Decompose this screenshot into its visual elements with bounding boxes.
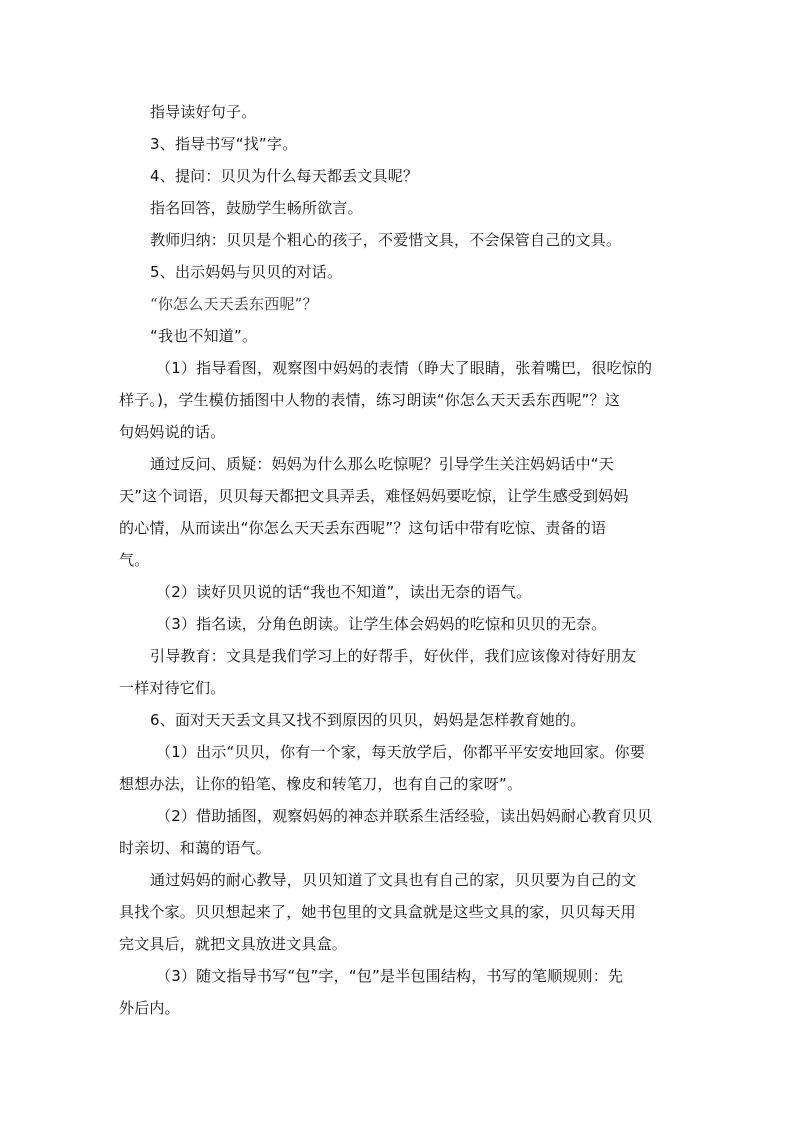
text-line: 句妈妈说的话。	[119, 423, 226, 441]
text-line: 5、出示妈妈与贝贝的对话。	[150, 263, 343, 281]
text-line: 的心情，从而读出“你怎么天天丢东西呢”？这句话中带有吃惊、责备的语	[119, 519, 607, 537]
text-line: （3）随文指导书写“包”字，“包”是半包围结构，书写的笔顺规则：先	[156, 967, 624, 985]
text-line: 一样对待它们。	[119, 679, 226, 697]
text-line: （3）指名读，分角色朗读。让学生体会妈妈的吃惊和贝贝的无奈。	[156, 615, 607, 633]
text-line: 天”这个词语，贝贝每天都把文具弄丢，难怪妈妈要吃惊，让学生感受到妈妈	[119, 487, 629, 505]
text-line: 通过反问、质疑：妈妈为什么那么吃惊呢？引导学生关注妈妈话中“天	[150, 455, 614, 473]
text-line: 完文具后，就把文具放进文具盒。	[119, 935, 348, 953]
text-line: 指名回答，鼓励学生畅所欲言。	[150, 199, 363, 217]
text-line: 通过妈妈的耐心教导，贝贝知道了文具也有自己的家，贝贝要为自己的文	[150, 871, 637, 889]
document-body	[119, 96, 679, 1024]
text-line: （1）指导看图，观察图中妈妈的表情（睁大了眼睛，张着嘴巴，很吃惊的	[156, 359, 653, 377]
text-line: 时亲切、和蔼的语气。	[119, 839, 272, 857]
text-line: （2）借助插图，观察妈妈的神态并联系生活经验，读出妈妈耐心教育贝贝	[156, 807, 653, 825]
text-line: 指导读好句子。	[150, 103, 257, 121]
text-line: 教师归纳：贝贝是个粗心的孩子，不爱惜文具，不会保管自己的文具。	[150, 231, 622, 249]
text-line: 4、提问：贝贝为什么每天都丢文具呢？	[150, 167, 419, 185]
text-line: 样子。)，学生模仿插图中人物的表情，练习朗读“你怎么天天丢东西呢”？这	[119, 391, 620, 409]
text-line: 外后内。	[119, 999, 180, 1017]
text-line: 3、指导书写“找”字。	[150, 135, 298, 153]
quote-line: “我也不知道”。	[150, 327, 258, 345]
text-line: 6、面对天天丢文具又找不到原因的贝贝，妈妈是怎样教育她的。	[150, 711, 586, 729]
quote-line: “你怎么天天丢东西呢”？	[150, 295, 318, 313]
text-line: 气。	[119, 551, 150, 569]
text-line: 想想办法，让你的铅笔、橡皮和转笔刀，也有自己的家呀”。	[119, 775, 523, 793]
text-line: （1）出示“贝贝，你有一个家，每天放学后，你都平平安安地回家。你要	[156, 743, 645, 761]
text-line: （2）读好贝贝说的话“我也不知道”，读出无奈的语气。	[156, 583, 532, 601]
text-line: 具找个家。贝贝想起来了，她书包里的文具盒就是这些文具的家，贝贝每天用	[119, 903, 636, 921]
text-line: 引导教育：文具是我们学习上的好帮手，好伙伴，我们应该像对待好朋友	[150, 647, 637, 665]
